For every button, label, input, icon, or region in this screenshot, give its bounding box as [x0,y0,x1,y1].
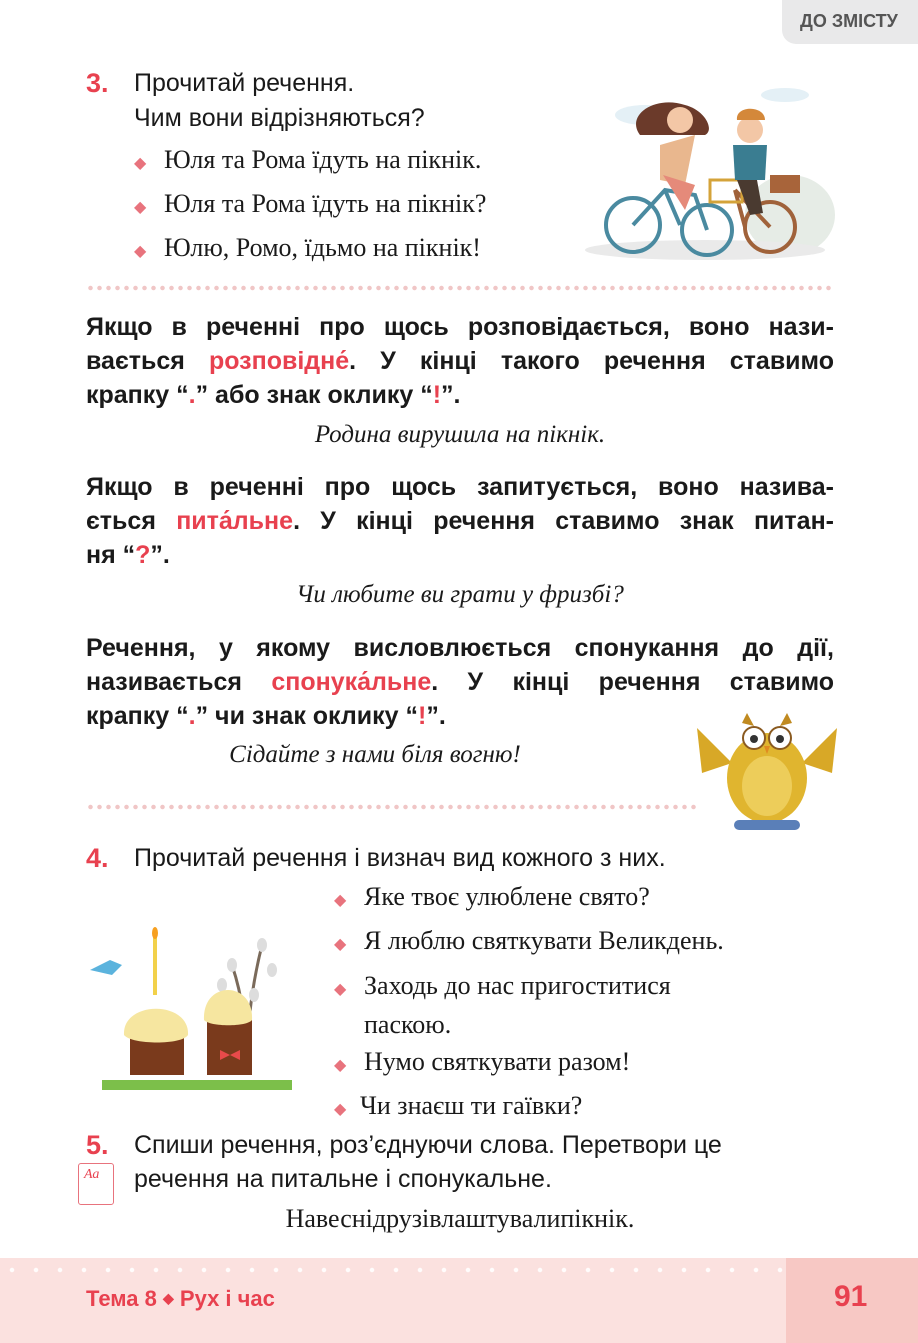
task-instruction: Прочитай речення. [134,69,355,97]
dotted-divider [86,802,696,812]
diamond-icon: ◆ [134,243,147,260]
diamond-icon: ◆ [334,981,347,998]
example-sentence: Чи любите ви грати у фризбі? [296,581,624,608]
sentence-text: Юля та Рома їдуть на пікнік. [164,145,482,174]
rule-line: ється пита́льне. У кінці речення ставимо знак питан- [86,507,835,535]
easter-cakes-illustration [82,925,312,1095]
sentence-list [334,877,834,1130]
diamond-icon: ◆ [134,155,147,172]
rule-line: називається спонука́льне. У кінці речення ставимо [86,668,835,696]
sentence-text: Я люблю святкувати Великдень. [364,926,724,955]
list-item [334,1042,834,1086]
owl-illustration [692,708,842,838]
page-number: 91 [834,1280,868,1313]
kids-on-bicycles-illustration [585,75,835,265]
sentence-text: Заходь до нас пригоститися [364,971,671,1000]
diamond-icon: ◆ [134,199,147,216]
diamond-icon: ◆ [334,1057,347,1074]
list-item [334,1086,834,1130]
contents-tab[interactable] [782,0,918,44]
sentence-text: Юлю, Ромо, їдьмо на пікнік! [164,233,481,262]
task-instruction: Спиши речення, роз’єднуючи слова. Перетвори це [134,1131,722,1159]
contents-tab-label: ДО ЗМІСТУ [800,11,898,31]
task-instruction: Прочитай речення і визнач вид кожного з них. [134,844,666,872]
rule-paragraph-narrative [86,310,834,412]
writing-icon [78,1163,114,1205]
diamond-icon: ◆ [162,1290,174,1306]
list-item [334,965,834,1042]
list-item [134,228,486,272]
diamond-icon: ◆ [334,1101,347,1118]
example-sentence: Сідайте з нами біля вогню! [229,741,521,768]
task-instruction: речення на питальне і спонукальне. [134,1165,552,1193]
rule-paragraph-question [86,470,834,572]
diamond-icon: ◆ [334,936,347,953]
task-number: 5. [86,1130,109,1160]
rule-line: Речення, у якому висловлюється спонукання до дії, [86,634,834,662]
writing-icon-letters: Аа [84,1167,100,1182]
list-item [334,921,834,965]
rule-line: вається розповідне́. У кінці такого речення ставимо [86,347,834,375]
task-instruction: Чим вони відрізняються? [134,104,425,132]
joined-sentence: Навеснідрузівлаштувалипікнік. [285,1204,635,1233]
sentence-text: паскою. [364,1010,452,1039]
rule-line: крапку “.” чи знак оклику “!”. [86,702,446,730]
dotted-divider [86,283,834,293]
task-number: 4. [86,843,109,873]
example-sentence: Родина вирушила на пікнік. [314,421,606,448]
rule-line: Якщо в реченні про щось розповідається, воно нази- [86,313,834,341]
rule-line: ня “?”. [86,541,170,569]
sentence-text: Чи знаєш ти гаївки? [360,1091,583,1120]
footer-ornament [0,1262,790,1278]
sentence-text: Нумо святкувати разом! [364,1047,631,1076]
list-item [334,877,834,921]
rule-line: Якщо в реченні про щось запитується, воно назива- [86,473,834,501]
rule-line: крапку “.” або знак оклику “!”. [86,381,461,409]
sentence-list [134,140,486,272]
term-question: пита́льне [176,507,294,535]
term-narrative: розповідне́ [208,347,350,375]
footer-topic: Тема 8 ◆ Рух і час [86,1286,275,1311]
list-item [134,140,486,184]
sentence-text: Яке твоє улюблене свято? [364,882,650,911]
term-imperative: спонука́льне [271,668,432,696]
diamond-icon: ◆ [334,892,347,909]
sentence-text: Юля та Рома їдуть на пікнік? [164,189,487,218]
list-item [134,184,486,228]
task-number: 3. [86,68,109,98]
